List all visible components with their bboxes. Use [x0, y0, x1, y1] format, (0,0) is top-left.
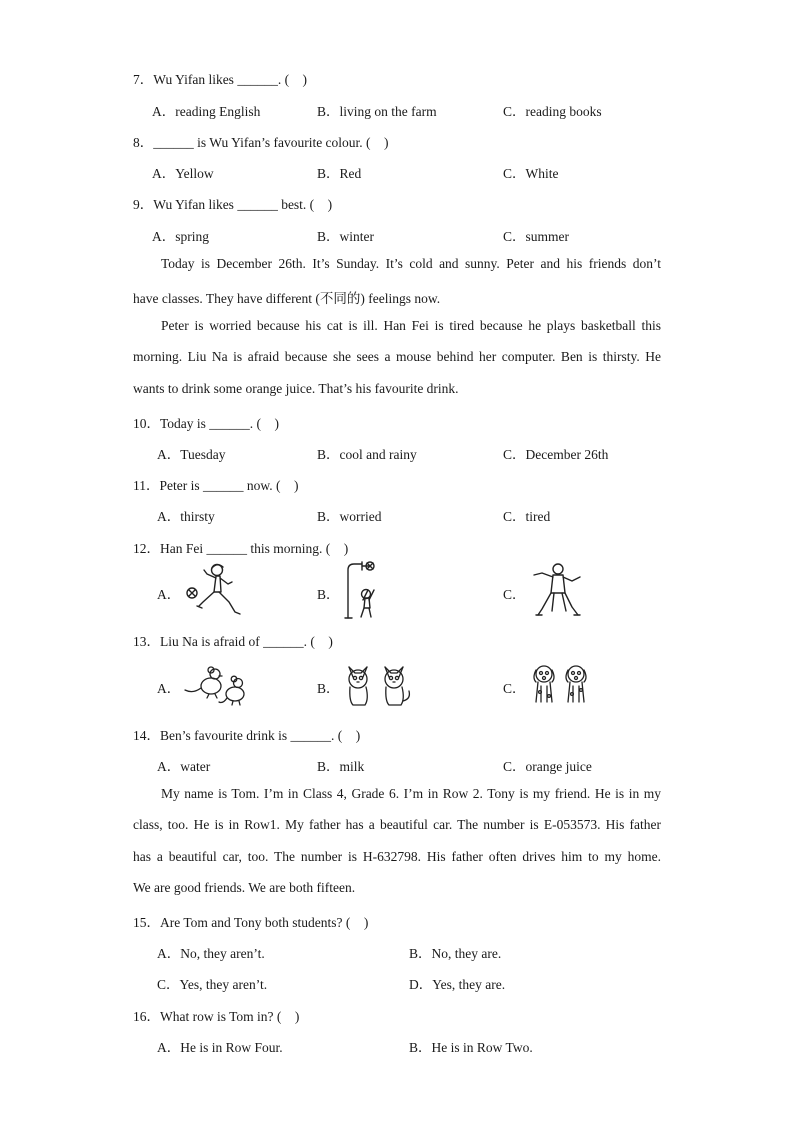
question-14-option-b: B．milk	[317, 759, 365, 774]
passage2-line2: class, too. He is in Row1. My father has a beautiful car. The number is E-053573. His father	[133, 817, 661, 832]
question-7-stem: 7．Wu Yifan likes ______. ( )	[133, 72, 308, 87]
question-15-option-a: A．No, they aren’t.	[157, 946, 265, 961]
question-12-option-c: C．	[503, 587, 526, 602]
question-10-stem: 10．Today is ______. ( )	[133, 416, 280, 431]
question-14-option-c: C．orange juice	[503, 759, 592, 774]
question-12-option-b: B．	[317, 587, 340, 602]
passage1-p2-line3: wants to drink some orange juice. That’s his favourite drink.	[133, 381, 459, 396]
question-11-option-a: A．thirsty	[157, 509, 215, 524]
question-9-option-c: C．summer	[503, 229, 569, 244]
question-15-option-b: B．No, they are.	[409, 946, 502, 961]
question-14-stem: 14．Ben’s favourite drink is ______. ( )	[133, 728, 361, 743]
question-9-option-a: A．spring	[152, 229, 209, 244]
question-12-stem: 12．Han Fei ______ this morning. ( )	[133, 541, 349, 556]
question-10-option-b: B．cool and rainy	[317, 447, 417, 462]
question-13-option-b: B．	[317, 681, 340, 696]
two-mice-icon	[183, 664, 249, 706]
question-13-option-a: A．	[157, 681, 181, 696]
passage1-p2-line1: Peter is worried because his cat is ill. Han Fei is tired because he plays basketball this	[161, 318, 661, 333]
question-10-option-a: A．Tuesday	[157, 447, 226, 462]
question-10-option-c: C．December 26th	[503, 447, 609, 462]
question-8-stem: 8．______ is Wu Yifan’s favourite colour. ( )	[133, 135, 389, 150]
question-7-option-c: C．reading books	[503, 104, 602, 119]
question-16-option-b: B．He is in Row Two.	[409, 1040, 533, 1055]
question-15-option-d: D．Yes, they are.	[409, 977, 506, 992]
question-9-option-b: B．winter	[317, 229, 374, 244]
two-dogs-icon	[530, 662, 596, 706]
question-11-option-c: C．tired	[503, 509, 551, 524]
question-12-option-a: A．	[157, 587, 181, 602]
passage2-line4: We are good friends. We are both fifteen.	[133, 880, 356, 895]
question-11-option-b: B．worried	[317, 509, 382, 524]
question-14-option-a: A．water	[157, 759, 211, 774]
passage1-p1-line2: have classes. They have different (不同的) feelings now.	[133, 291, 441, 306]
passage1-p1-line1: Today is December 26th. It’s Sunday. It’s cold and sunny. Peter and his friends don’t	[161, 256, 661, 271]
passage2-line1: My name is Tom. I’m in Class 4, Grade 6. I’m in Row 2. Tony is my friend. He is in my	[161, 786, 661, 801]
question-15-stem: 15．Are Tom and Tony both students? ( )	[133, 915, 369, 930]
question-8-option-c: C．White	[503, 166, 559, 181]
question-13-stem: 13．Liu Na is afraid of ______. ( )	[133, 634, 333, 649]
passage2-line3: has a beautiful car, too. The number is H-632798. His father often drives him to my home.	[133, 849, 661, 864]
question-7-option-b: B．living on the farm	[317, 104, 437, 119]
question-8-option-a: A．Yellow	[152, 166, 214, 181]
question-11-stem: 11．Peter is ______ now. ( )	[133, 478, 299, 493]
boy-playing-basketball-icon	[340, 560, 380, 620]
question-8-option-b: B．Red	[317, 166, 362, 181]
question-15-option-c: C．Yes, they aren’t.	[157, 977, 268, 992]
question-16-stem: 16．What row is Tom in? ( )	[133, 1009, 300, 1024]
question-16-option-a: A．He is in Row Four.	[157, 1040, 283, 1055]
two-cats-icon	[345, 661, 415, 707]
question-13-option-c: C．	[503, 681, 526, 696]
passage1-p2-line2: morning. Liu Na is afraid because she sees a mouse behind her computer. Ben is thirsty. He	[133, 349, 661, 364]
question-7-option-a: A．reading English	[152, 104, 261, 119]
boy-kicking-football-icon	[183, 562, 245, 620]
person-doing-taichi-icon	[528, 561, 584, 619]
question-9-stem: 9．Wu Yifan likes ______ best. ( )	[133, 197, 333, 212]
